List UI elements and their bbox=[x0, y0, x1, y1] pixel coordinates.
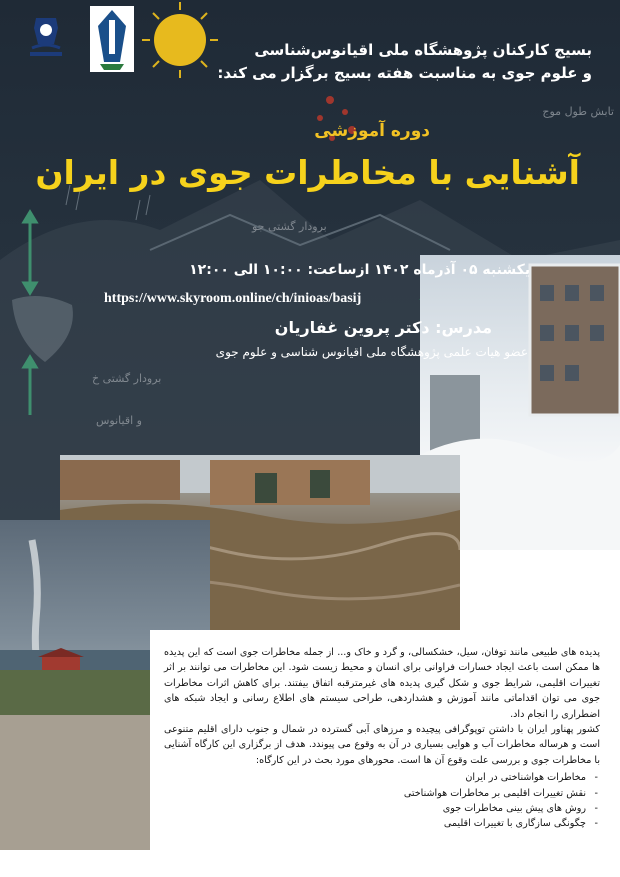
topic-item: - چگونگی سازگاری با تغییرات اقلیمی bbox=[164, 816, 586, 831]
topic-item: - مخاطرات هواشناختی در ایران bbox=[164, 770, 586, 785]
diagram-label: برودار گشتی جو bbox=[252, 220, 327, 233]
description bbox=[164, 645, 600, 832]
topic-item: - روش های پیش بینی مخاطرات جوی bbox=[164, 801, 586, 816]
diagram-label: تابش طول موج bbox=[542, 105, 614, 118]
diagram-label: برودار گشتی خ bbox=[92, 372, 162, 385]
topic-list bbox=[164, 770, 600, 832]
organizer-line: و علوم جوی به مناسبت هفته بسیج برگزار می کند: bbox=[217, 64, 592, 82]
research-institute-logo bbox=[28, 14, 64, 62]
course-title: آشنایی با مخاطرات جوی در ایران bbox=[35, 153, 580, 192]
skyroom-link[interactable]: https://www.skyroom.online/ch/inioas/basij bbox=[104, 291, 362, 306]
course-label: دوره آموزشی bbox=[314, 121, 430, 141]
date-time: یکشنبه ۰۵ آذرماه ۱۴۰۲ ازساعت: ۱۰:۰۰ الی ۱۲:۰۰ bbox=[189, 262, 530, 278]
topic-item: - نقش تغییرات اقلیمی بر مخاطرات هواشناختی bbox=[164, 786, 586, 801]
lecturer-role: عضو هیات علمی پژوهشگاه ملی اقیانوس شناسی و علوم جوی bbox=[215, 345, 528, 359]
diagram-label: و اقیانوس bbox=[96, 414, 142, 427]
organizer-line: بسیج کارکنان پژوهشگاه ملی اقیانوس‌شناسی bbox=[254, 41, 592, 59]
description-paragraph: کشور پهناور ایران با داشتن توپوگرافی پیچیده و مرزهای آبی گسترده در شمال و جنوب دارای اقلیم متنوعی است و هرساله مخاطرات آب و هوایی بسیاری در آن به وقوع می پیوندد. هدف از برگزاری این کارگاه آشنایی با مخاطرات جوی و بررسی علت وقوع آن ها است. محورهای مورد بحث در این کارگاه: bbox=[164, 724, 600, 766]
lecturer-name: مدرس: دکتر پروین غفاریان bbox=[274, 318, 492, 337]
description-paragraph: پدیده های طبیعی مانند توفان، سیل، خشکسالی، و گرد و خاک و... از جمله مخاطرات جوی است که این پدیده ها ممکن است باعث ایجاد خسارات فراوانی برای انسان و محیط زیست شود. این مخاطرات می توانند بر اثر تغییرات اقلیمی، شرایط جوی و شکل گیری پدیده های غیرمترقبه اتفاق بیفتند. برای کاهش اثرات مخاطرات جوی می توان اقداماتی مانند آموزش و هشداردهی، طراحی سیستم های اطلاع رسانی و ایجاد شبکه های اضطراری را انجام داد. bbox=[164, 647, 600, 720]
